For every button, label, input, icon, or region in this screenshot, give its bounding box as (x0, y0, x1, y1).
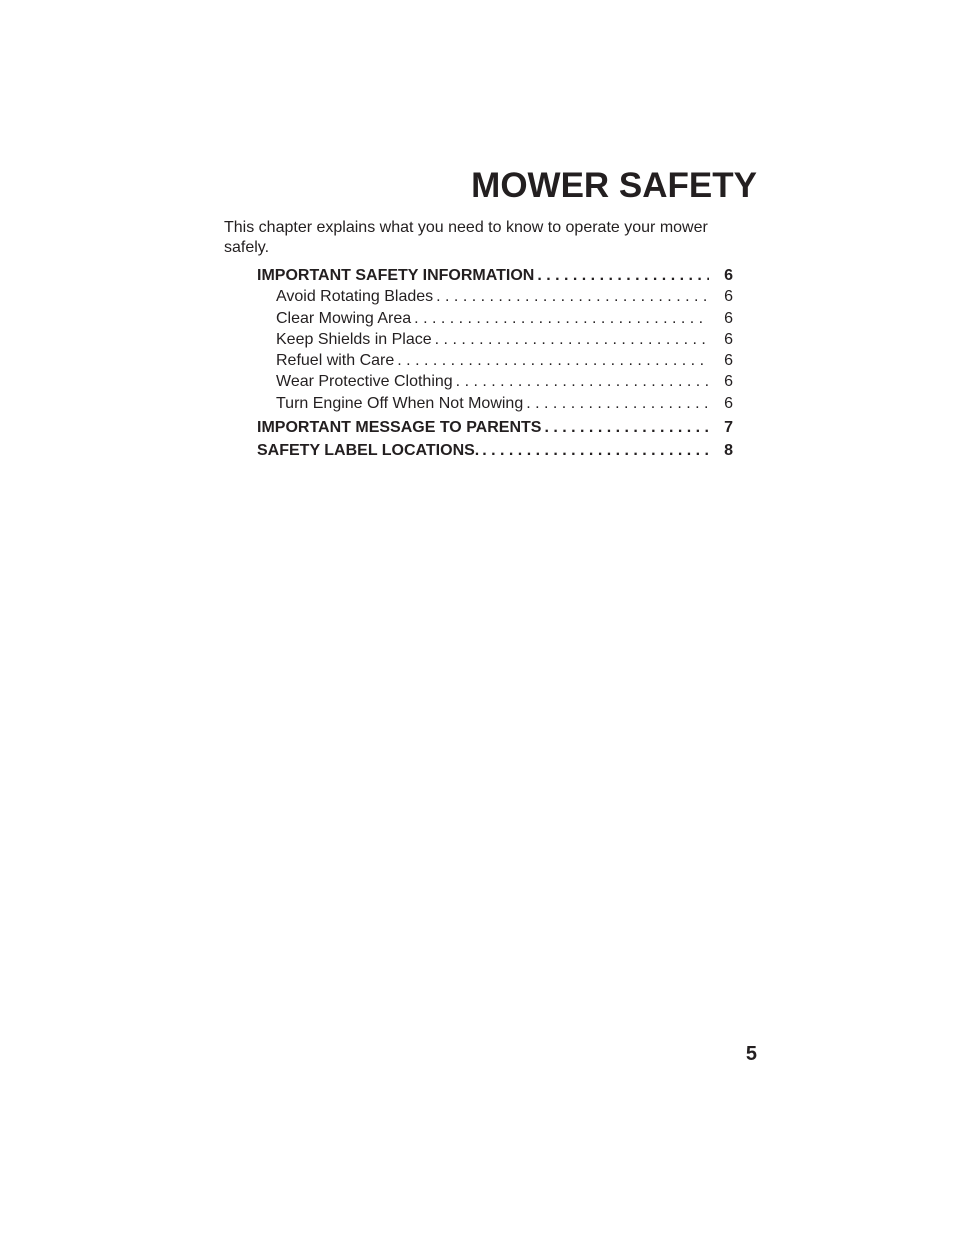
toc-dot-leader (526, 393, 709, 414)
toc-entry-keep-shields-in-place[interactable] (257, 329, 733, 350)
page-title: MOWER SAFETY (471, 166, 757, 205)
toc-entry-refuel-with-care[interactable] (257, 350, 733, 371)
toc-entry-wear-protective-clothing[interactable] (257, 371, 733, 392)
toc-dot-leader (544, 417, 709, 438)
toc-entry-page: 7 (724, 418, 733, 436)
toc-entry-title: IMPORTANT MESSAGE TO PARENTS (257, 418, 542, 436)
toc-entry-avoid-rotating-blades[interactable] (257, 286, 733, 307)
toc-entry-title: IMPORTANT SAFETY INFORMATION (257, 267, 535, 284)
table-of-contents (257, 265, 733, 462)
toc-entry-title: Avoid Rotating Blades (276, 288, 434, 306)
toc-entry-page: 6 (724, 267, 733, 284)
toc-entry-title: Refuel with Care (276, 352, 395, 370)
toc-entry-important-safety-information[interactable] (257, 265, 733, 286)
toc-dot-leader (436, 286, 709, 307)
toc-entry-page: 6 (724, 288, 733, 306)
chapter-intro: This chapter explains what you need to know to operate your mower safely. (224, 219, 708, 256)
toc-entry-title: Clear Mowing Area (276, 309, 412, 327)
toc-entry-page: 6 (724, 394, 733, 412)
toc-entry-page: 6 (724, 352, 733, 370)
toc-entry-title: Keep Shields in Place (276, 330, 432, 348)
toc-entry-clear-mowing-area[interactable] (257, 308, 733, 329)
toc-entry-important-message-to-parents[interactable] (257, 417, 733, 438)
toc-dot-leader (414, 308, 709, 329)
toc-entry-title: SAFETY LABEL LOCATIONS. (257, 442, 480, 460)
toc-entry-title: Wear Protective Clothing (276, 373, 453, 391)
toc-entry-page: 6 (724, 330, 733, 348)
toc-entry-page: 6 (724, 309, 733, 327)
toc-dot-leader (397, 350, 709, 371)
toc-dot-leader (482, 440, 709, 461)
toc-entry-title: Turn Engine Off When Not Mowing (276, 394, 524, 412)
page-number: 5 (745, 1043, 757, 1065)
toc-entry-turn-engine-off[interactable] (257, 393, 733, 414)
toc-entry-safety-label-locations[interactable] (257, 440, 733, 461)
toc-entry-page: 8 (724, 442, 733, 460)
toc-dot-leader (435, 329, 709, 350)
toc-dot-leader (456, 371, 709, 392)
toc-dot-leader (537, 265, 709, 286)
toc-entry-page: 6 (724, 373, 733, 391)
